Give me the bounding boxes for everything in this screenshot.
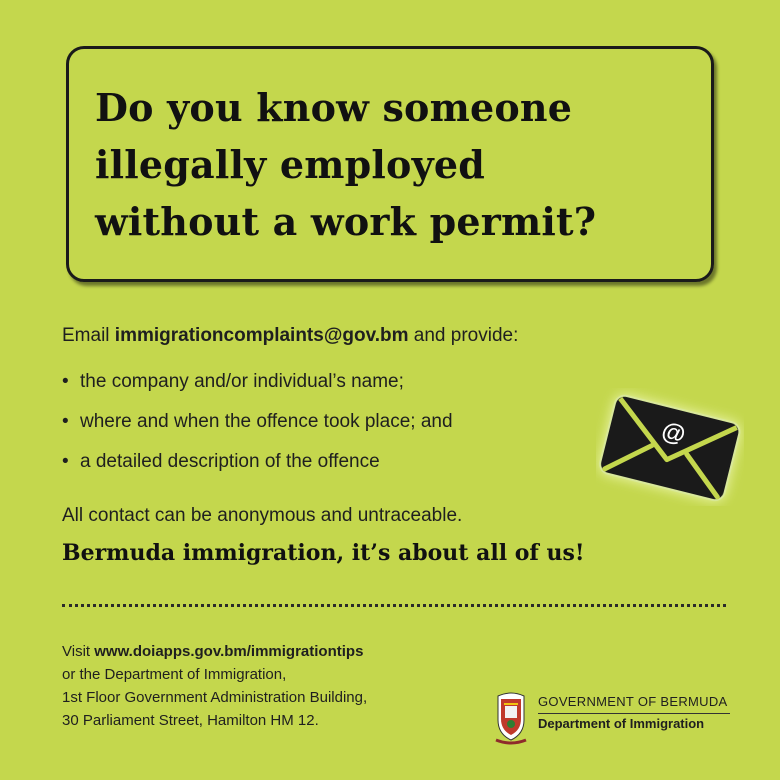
headline-box	[66, 46, 714, 282]
email-instructions	[62, 325, 518, 347]
department-name: Department of Immigration	[538, 716, 705, 731]
list-item-text: the company and/or individual’s name;	[80, 371, 404, 392]
bullet-icon: •	[62, 411, 69, 432]
headline-line-2: illegally employed	[95, 142, 486, 187]
intro-prefix: Email	[62, 325, 115, 346]
at-symbol: @	[658, 417, 689, 449]
slogan: Bermuda immigration, it’s about all of us!	[62, 540, 585, 566]
bullet-icon: •	[62, 451, 69, 472]
footer-line-3: 1st Floor Government Administration Building,	[62, 689, 368, 706]
contact-footer	[62, 640, 367, 732]
footer-visit-line	[62, 640, 367, 663]
email-envelope-icon	[596, 388, 744, 506]
footer-line-4: 30 Parliament Street, Hamilton HM 12.	[62, 712, 319, 729]
intro-suffix: and provide:	[408, 325, 519, 346]
list-item	[62, 448, 453, 488]
government-logo	[492, 690, 738, 750]
requirements-list	[62, 368, 453, 488]
bermuda-coat-of-arms-icon	[492, 690, 530, 748]
list-item	[62, 368, 453, 408]
anonymous-note: All contact can be anonymous and untraceable.	[62, 505, 463, 526]
headline-line-1: Do you know someone	[95, 85, 573, 130]
logo-rule	[538, 713, 730, 714]
dotted-divider	[62, 604, 726, 607]
immigration-tips-link[interactable]: www.doiapps.gov.bm/immigrationtips	[94, 643, 364, 660]
list-item	[62, 408, 453, 448]
complaints-email[interactable]: immigrationcomplaints@gov.bm	[114, 325, 409, 346]
bullet-icon: •	[62, 371, 69, 392]
footer-line-2: or the Department of Immigration,	[62, 666, 287, 683]
headline-line-3: without a work permit?	[95, 199, 597, 244]
list-item-text: a detailed description of the offence	[80, 451, 380, 472]
government-name: GOVERNMENT OF BERMUDA	[538, 694, 728, 709]
headline	[95, 79, 695, 250]
visit-prefix: Visit	[62, 643, 95, 660]
list-item-text: where and when the offence took place; and	[80, 411, 453, 432]
